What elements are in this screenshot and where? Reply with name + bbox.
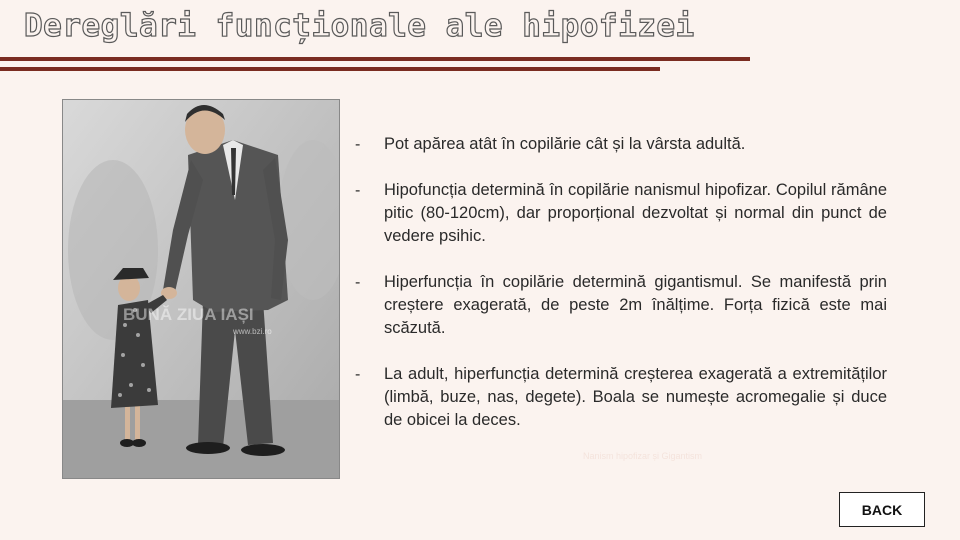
photo-giant-and-dwarf bbox=[62, 99, 340, 479]
bullet-text: Pot apărea atât în copilărie cât și la vârsta adultă. bbox=[384, 135, 746, 153]
bullet-text: Hipofuncția determină în copilărie nanismul hipofizar. Copilul rămâne pitic (80-120cm), dar proporțional dezvoltat și normal din punct de vedere psihic. bbox=[384, 181, 887, 245]
list-item bbox=[355, 133, 887, 156]
bullet-marker: - bbox=[355, 136, 361, 153]
photo-watermark-url: www.bzi.ro bbox=[233, 327, 272, 336]
title-rule-bottom bbox=[0, 67, 660, 71]
bullet-text: La adult, hiperfuncția determină creșterea exagerată a extremităților (limbă, buze, nas, degete). Boala se numește acromegalie și duce de obicei la deces. bbox=[384, 365, 887, 429]
list-item bbox=[355, 363, 887, 432]
bullet-list bbox=[355, 133, 887, 455]
bullet-marker: - bbox=[355, 274, 361, 291]
photo-credit: Nanism hipofizar și Gigantism bbox=[583, 451, 703, 461]
title-rule-top bbox=[0, 57, 750, 61]
page-title: Dereglări funcționale ale hipofizei bbox=[24, 8, 695, 44]
bullet-marker: - bbox=[355, 182, 361, 199]
list-item bbox=[355, 179, 887, 248]
bullet-text: Hiperfuncția în copilărie determină gigantismul. Se manifestă prin creștere exagerată, de peste 2m înălțime. Forța fizică este mai scăzută. bbox=[384, 273, 887, 337]
photo-watermark: BUNĂ ZIUA IAȘI bbox=[123, 305, 254, 324]
list-item bbox=[355, 271, 887, 340]
back-button[interactable]: BACK bbox=[839, 492, 925, 527]
bullet-marker: - bbox=[355, 366, 361, 383]
